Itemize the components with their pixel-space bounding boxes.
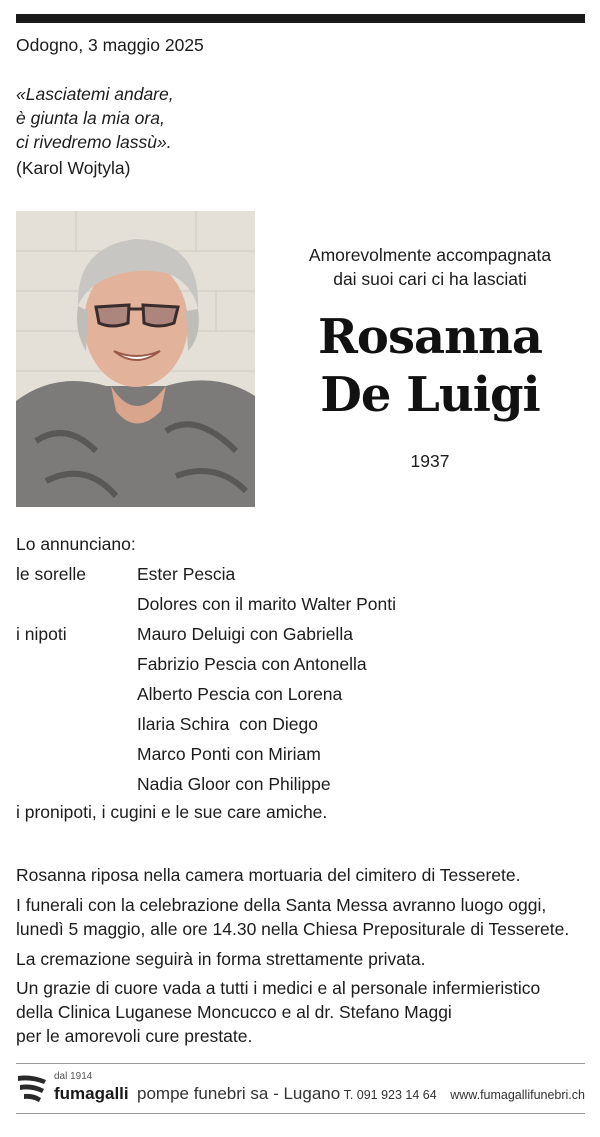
first-name: Rosanna	[318, 309, 542, 365]
relative-name: Fabrizio Pescia con Antonella	[137, 654, 367, 674]
relative-name: Alberto Pescia con Lorena	[137, 684, 343, 704]
funeral-line: I funerali con la celebrazione della Santa Messa avranno luogo oggi,	[16, 895, 547, 915]
footer-rule-bottom	[16, 1113, 585, 1114]
website-link[interactable]: www.fumagallifunebri.ch	[450, 1088, 585, 1102]
contacts	[344, 1088, 585, 1102]
intro-text	[272, 243, 588, 291]
footer	[16, 1070, 585, 1108]
announcers-closing: i pronipoti, i cugini e le sue care amiche.	[16, 802, 328, 822]
quote-line: ci rivedremo lassù».	[16, 132, 172, 152]
brand-subtitle: pompe funebri sa - Lugano	[137, 1084, 341, 1103]
funeral-line: lunedì 5 maggio, alle ore 14.30 nella Chiesa Prepositurale di Tesserete.	[16, 919, 570, 939]
relative-name: Nadia Gloor con Philippe	[137, 774, 331, 794]
relative-name: Mauro Deluigi con Gabriella	[137, 624, 353, 644]
quote-line: «Lasciatemi andare,	[16, 84, 174, 104]
intro-line: dai suoi cari ci ha lasciati	[333, 269, 527, 289]
intro-line: Amorevolmente accompagnata	[308, 245, 552, 265]
brand-name: fumagalli	[54, 1084, 129, 1103]
thanks-line: per le amorevoli cure prestate.	[16, 1026, 253, 1046]
relation-label: le sorelle	[16, 564, 87, 584]
birth-year: 1937	[410, 451, 450, 471]
relative-name: Marco Ponti con Miriam	[137, 744, 321, 764]
top-rule	[16, 14, 585, 23]
deceased-name	[272, 308, 588, 424]
fumagalli-logo-icon	[16, 1072, 48, 1104]
phone-number: T. 091 923 14 64	[343, 1088, 437, 1102]
relative-name: Ester Pescia	[137, 564, 236, 584]
footer-rule-top	[16, 1063, 585, 1064]
thanks-notice	[16, 976, 592, 1048]
funeral-notice	[16, 893, 592, 941]
announcers-title: Lo annunciano:	[16, 534, 136, 554]
cremation-notice: La cremazione seguirà in forma strettamente privata.	[16, 949, 426, 969]
thanks-line: Un grazie di cuore vada a tutti i medici e al personale infermieristico	[16, 978, 541, 998]
thanks-line: della Clinica Luganese Moncucco e al dr. Stefano Maggi	[16, 1002, 452, 1022]
relation-label: i nipoti	[16, 624, 67, 644]
since-label: dal 1914	[54, 1071, 93, 1082]
rest-notice: Rosanna riposa nella camera mortuaria del cimitero di Tesserete.	[16, 865, 521, 885]
portrait-photo	[16, 211, 255, 507]
quote-author: (Karol Wojtyla)	[16, 158, 131, 178]
relative-name: Ilaria Schira con Diego	[137, 714, 318, 734]
place-date: Odogno, 3 maggio 2025	[16, 35, 204, 55]
relative-name: Dolores con il marito Walter Ponti	[137, 594, 397, 614]
last-name: De Luigi	[320, 367, 540, 423]
quote-line: è giunta la mia ora,	[16, 108, 165, 128]
quote	[16, 82, 174, 154]
